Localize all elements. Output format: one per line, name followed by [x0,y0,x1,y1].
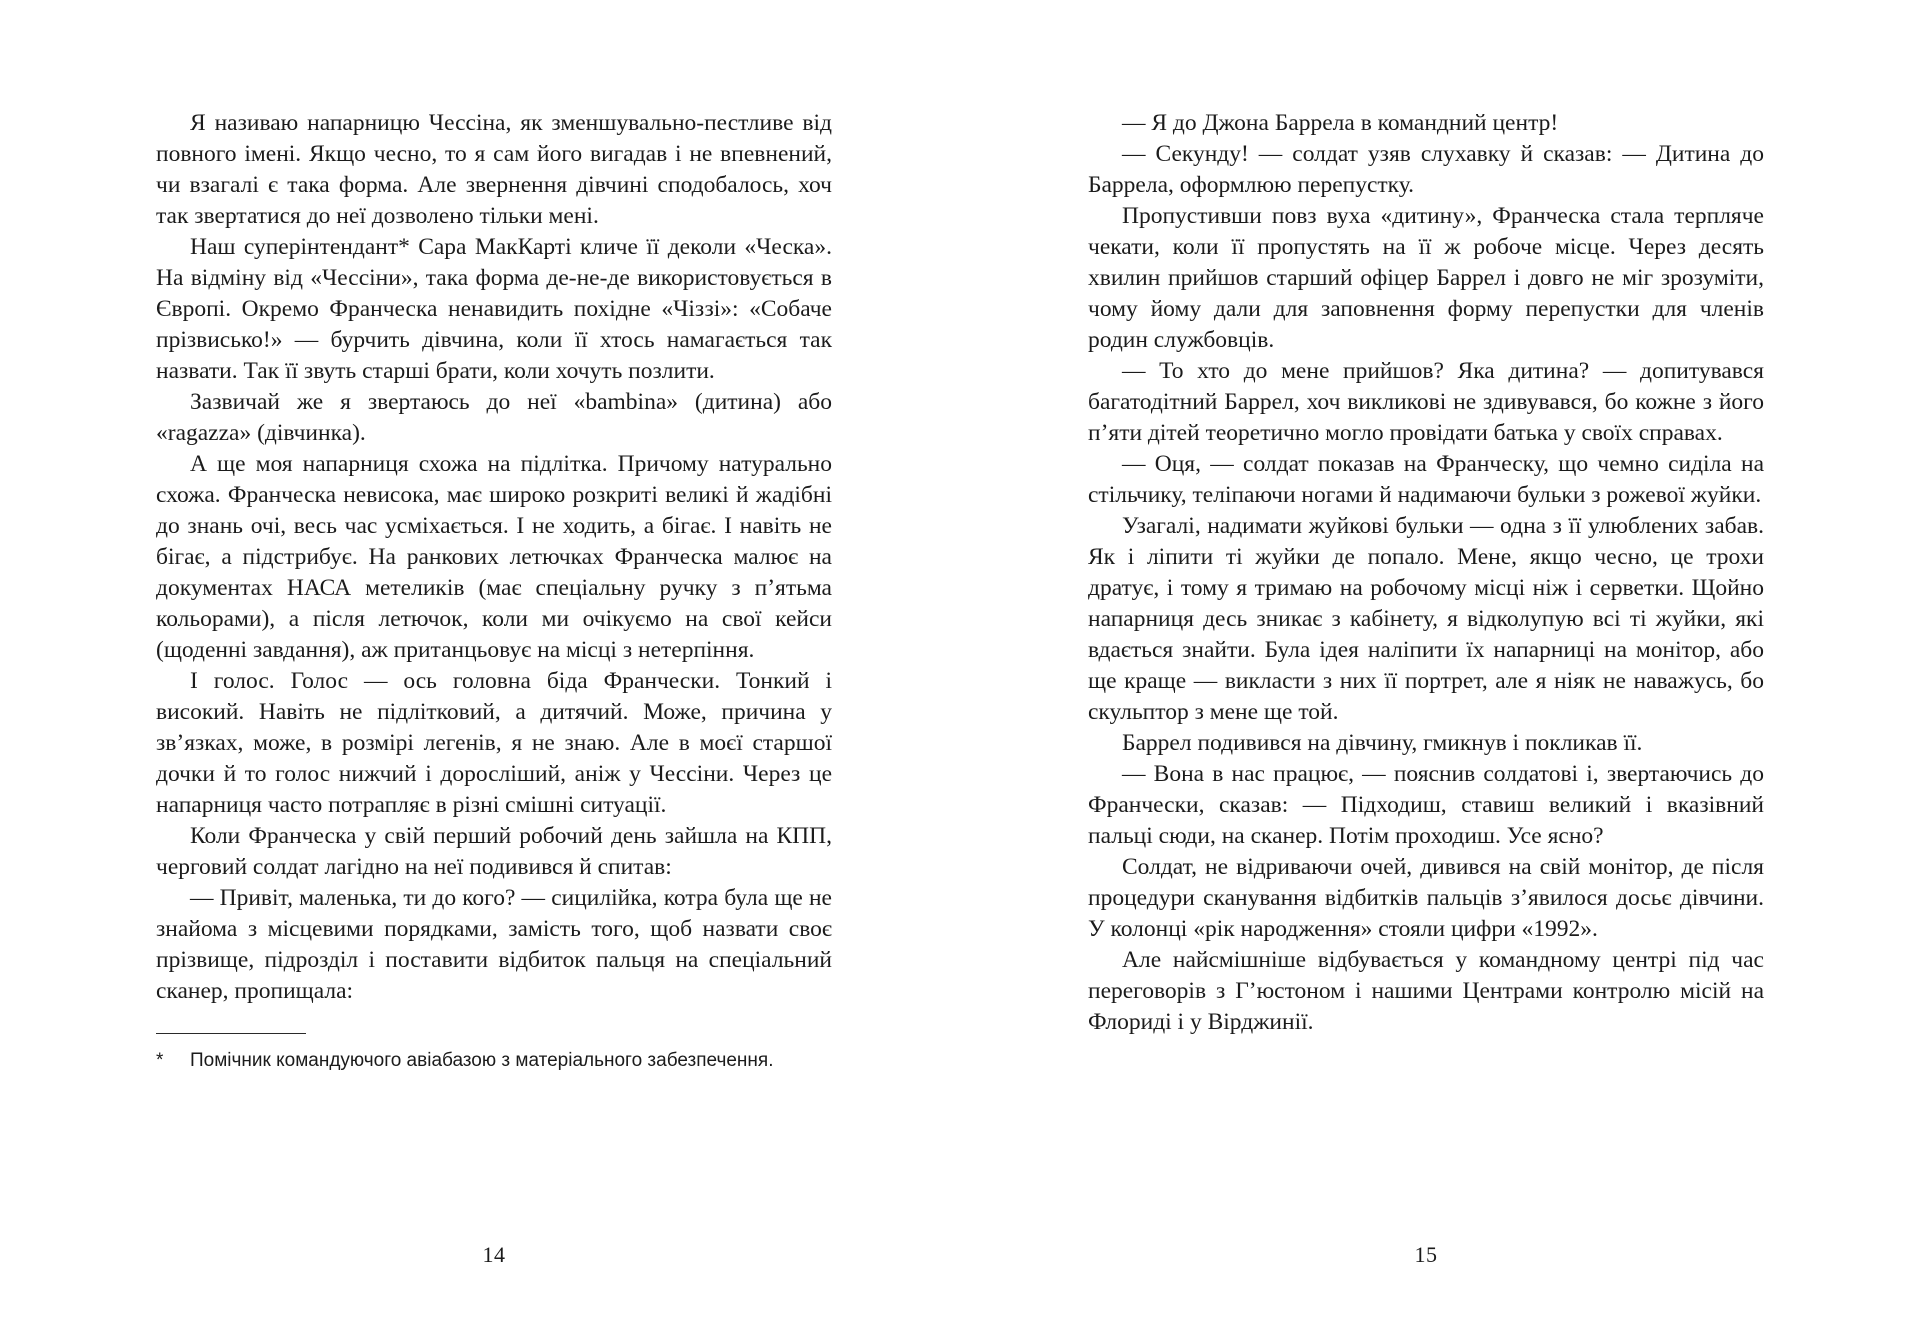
paragraph: Але найсмішніше відбувається у командному центрі під час переговорів з Г’юстоном і нашими Центрами контролю місій на Флориді і у Вірджинії. [1088,947,1764,1035]
footnote-text: Помічник командуючого авіабазою з матеріального забезпечення. [190,1050,774,1071]
page-left-text [156,108,832,1007]
paragraph: Коли Франческа у свій перший робочий день зайшла на КПП, черговий солдат лагідно на неї подивився й спитав: [156,823,832,880]
paragraph: — Привіт, маленька, ти до кого? — сицилійка, котра була ще не знайома з місцевими порядками, замість того, щоб назвати своє прізвище, підрозділ і поставити відбиток пальця на спеціальний сканер, пропищала: [156,885,832,1004]
page-number: 15 [1414,1242,1438,1267]
page-right [1088,108,1764,1268]
footnote [156,1033,832,1073]
footnote-rule [156,1033,306,1034]
paragraph: Зазвичай же я звертаюсь до неї «bambina» (дитина) або «ragazza» (дівчинка). [156,389,832,446]
footnote-marker: * [156,1050,164,1071]
paragraph: А ще моя напарниця схожа на підлітка. Причому натурально схожа. Франческа невисока, має широко розкриті великі й жадібні до знань очі, весь час усміхається. І не ходить, а бігає. І навіть не бігає, а підстрибує. На ранкових летючках Франческа малює на документах НАСА метеликів (має спеціальну ручку з п’ятьма кольорами), а після летючок, коли ми очікуємо на свої кейси (щоденні завдання), аж пританцьовує на місці з нетерпіння. [156,451,832,663]
paragraph: Наш суперінтендант* Сара МакКарті кличе її деколи «Ческа». На відміну від «Чессіни», така форма де-не-де використовується в Європі. Окремо Франческа ненавидить похідне «Чіззі»: «Собаче прізвисько!» — бурчить дівчина, коли її хтось намагається так назвати. Так її звуть старші брати, коли хочуть позлити. [156,234,832,384]
paragraph: Солдат, не відриваючи очей, дивився на свій монітор, де після процедури сканування відбитків пальців з’явилося досьє дівчини. У колонці «рік народження» стояли цифри «1992». [1088,854,1764,942]
paragraph: І голос. Голос — ось головна біда Франчески. Тонкий і високий. Навіть не підлітковий, а дитячий. Може, причина у зв’язках, може, в розмірі легенів, я не знаю. Але в моєї старшої дочки й то голос нижчий і доросліший, аніж у Чессіни. Через це напарниця часто потрапляє в різні смішні ситуації. [156,668,832,818]
paragraph: — Я до Джона Баррела в командний центр! [1122,110,1559,136]
paragraph: Баррел подивився на дівчину, гмикнув і покликав її. [1122,730,1643,756]
page-number: 14 [482,1242,506,1267]
page-left [156,108,832,1268]
paragraph: — То хто до мене прийшов? Яка дитина? — допитувався багатодітний Баррел, хоч викликові не здивувався, бо кожне з його п’яти дітей теоретично могло провідати батька у своїх справах. [1088,358,1764,446]
paragraph: — Вона в нас працює, — пояснив солдатові і, звертаючись до Франчески, сказав: — Підходиш, ставиш великий і вказівний пальці сюди, на сканер. Потім проходиш. Усе ясно? [1088,761,1764,849]
paragraph: — Оця, — солдат показав на Франческу, що чемно сиділа на стільчику, теліпаючи ногами й надимаючи бульки з рожевої жуйки. [1088,451,1764,508]
paragraph: Узагалі, надимати жуйкові бульки — одна з її улюблених забав. Як і ліпити ті жуйки де попало. Мене, якщо чесно, це трохи дратує, і тому я тримаю на робочому місці ніж і серветки. Щойно напарниця десь зникає з кабінету, я відколупую всі ті жуйки, які вдається знайти. Була ідея наліпити їх напарниці на монітор, або ще краще — викласти з них її портрет, але я ніяк не наважусь, бо скульптор з мене ще той. [1088,513,1764,725]
paragraph: Пропустивши повз вуха «дитину», Франческа стала терпляче чекати, коли її пропустять на її ж робоче місце. Через десять хвилин прийшов старший офіцер Баррел і довго не міг зрозуміти, чому йому дали для заповнення форму перепустки для членів родин службовців. [1088,203,1764,353]
paragraph: — Секунду! — солдат узяв слухавку й сказав: — Дитина до Баррела, оформлюю перепустку. [1088,141,1764,198]
page-right-text [1088,108,1764,1038]
paragraph: Я називаю напарницю Чессіна, як зменшувально-пестливе від повного імені. Якщо чесно, то я сам його вигадав і не впевнений, чи взагалі є така форма. Але звернення дівчині сподобалось, хоч так звертатися до неї дозволено тільки мені. [156,110,832,229]
